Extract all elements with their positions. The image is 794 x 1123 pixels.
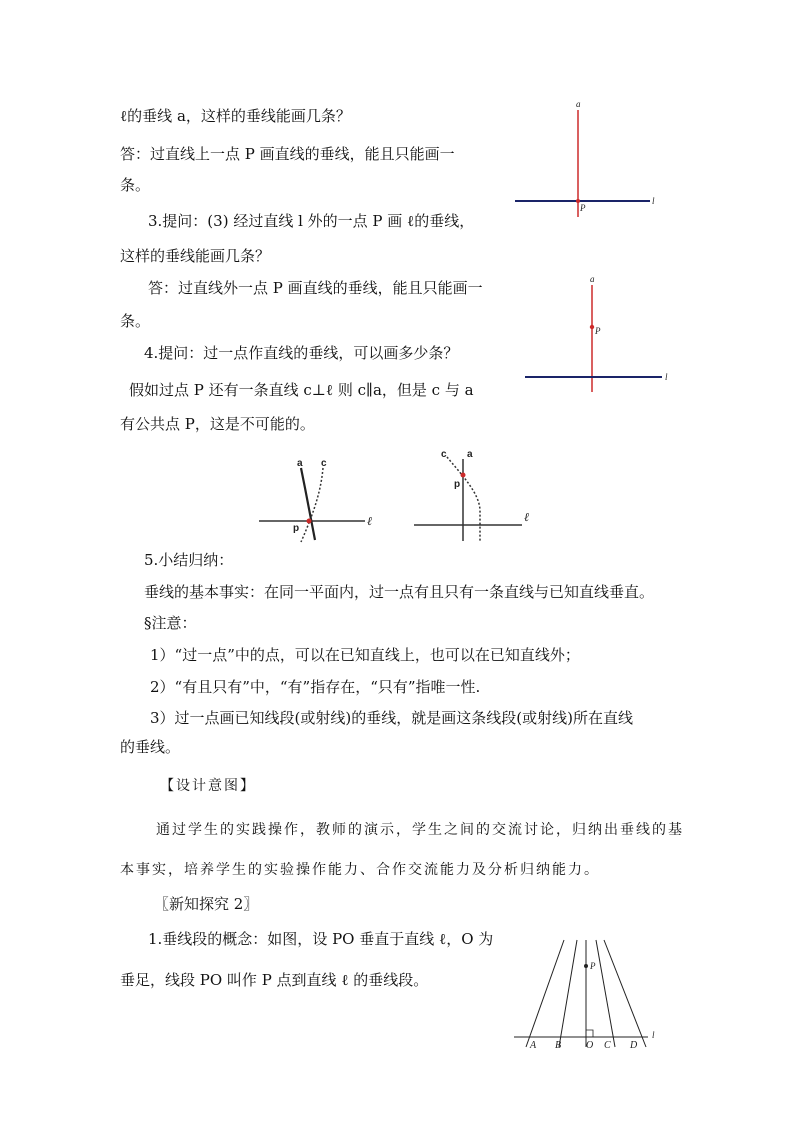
- label-d: D: [630, 1040, 638, 1051]
- point-p: [461, 473, 466, 478]
- concept-line: 1.垂线段的概念：如图，设 PO 垂直于直线 ℓ，O 为: [148, 930, 494, 948]
- note-item: 3）过一点画已知线段(或射线)的垂线，就是画这条线段(或射线)所在直线: [150, 709, 633, 727]
- note-item: 1）“过一点”中的点，可以在已知直线上，也可以在已知直线外；: [150, 646, 580, 664]
- answer-line: 条。: [120, 176, 151, 194]
- basic-fact: 垂线的基本事实：在同一平面内，过一点有且只有一条直线与已知直线垂直。: [144, 583, 655, 601]
- figure-contradiction-right: [410, 445, 540, 545]
- label-b: B: [555, 1040, 562, 1051]
- point-p: [584, 964, 588, 968]
- label-l: l: [652, 1030, 655, 1040]
- label-p: p: [454, 479, 461, 490]
- right-angle-mark: [586, 1030, 593, 1037]
- label-l: l: [665, 372, 668, 382]
- line-a: [301, 468, 315, 540]
- question-4: 4.提问：过一点作直线的垂线，可以画多少条？: [144, 344, 459, 362]
- summary-heading: 5.小结归纳：: [144, 551, 234, 569]
- label-a: a: [576, 99, 581, 109]
- answer-line: 条。: [120, 312, 151, 330]
- label-o: O: [586, 1040, 594, 1051]
- proof-line: 有公共点 P，这是不可能的。: [120, 415, 315, 433]
- label-c: c: [441, 449, 447, 460]
- figure-contradiction-left: [255, 450, 385, 550]
- proof-line: 假如过点 P 还有一条直线 c⊥ℓ 则 c∥a，但是 c 与 a: [129, 381, 474, 399]
- label-a: a: [467, 449, 473, 460]
- line-pa: [526, 940, 564, 1047]
- label-a: a: [297, 458, 303, 469]
- label-a: a: [590, 274, 595, 284]
- question-3: 3.提问：(3) 经过直线 l 外的一点 P 画 ℓ的垂线，: [148, 212, 475, 230]
- line-pb: [559, 940, 577, 1047]
- point-p: [590, 325, 594, 329]
- label-l: ℓ: [367, 514, 372, 528]
- note-item: 的垂线。: [120, 738, 181, 756]
- label-p: P: [590, 961, 596, 971]
- note-heading: §注意：: [144, 614, 197, 632]
- label-p: p: [293, 523, 300, 534]
- label-p: P: [595, 326, 601, 336]
- figure-perpendicular-on-line: [500, 95, 670, 225]
- label-l: ℓ: [524, 510, 529, 524]
- concept-line: 垂足，线段 PO 叫作 P 点到直线 ℓ 的垂线段。: [120, 971, 429, 989]
- label-c: c: [321, 458, 327, 469]
- line-pd: [604, 940, 646, 1047]
- label-l: l: [652, 196, 655, 206]
- answer-line: 答：过直线上一点 P 画直线的垂线，能且只能画一: [120, 145, 455, 163]
- label-c: C: [604, 1040, 611, 1051]
- label-a: A: [530, 1040, 537, 1051]
- point-p: [307, 519, 312, 524]
- line-pc: [596, 940, 615, 1047]
- figure-perpendicular-off-line: [520, 270, 680, 400]
- text-line: 这样的垂线能画几条？: [120, 247, 271, 265]
- design-heading: 【设计意图】: [160, 778, 256, 794]
- label-p: P: [580, 203, 586, 213]
- note-item: 2）“有且只有”中，“有”指存在，“只有”指唯一性.: [150, 678, 481, 696]
- figure-perpendicular-segment: [510, 930, 670, 1060]
- answer-line: 答：过直线外一点 P 画直线的垂线，能且只能画一: [148, 279, 483, 297]
- design-text: 本事实，培养学生的实验操作能力、合作交流能力及分析归纳能力。: [120, 862, 600, 878]
- text-line: ℓ的垂线 a，这样的垂线能画几条？: [120, 107, 351, 125]
- section-heading: 〖新知探究 2〗: [154, 895, 259, 913]
- design-text: 通过学生的实践操作，教师的演示，学生之间的交流讨论，归纳出垂线的基: [156, 822, 684, 838]
